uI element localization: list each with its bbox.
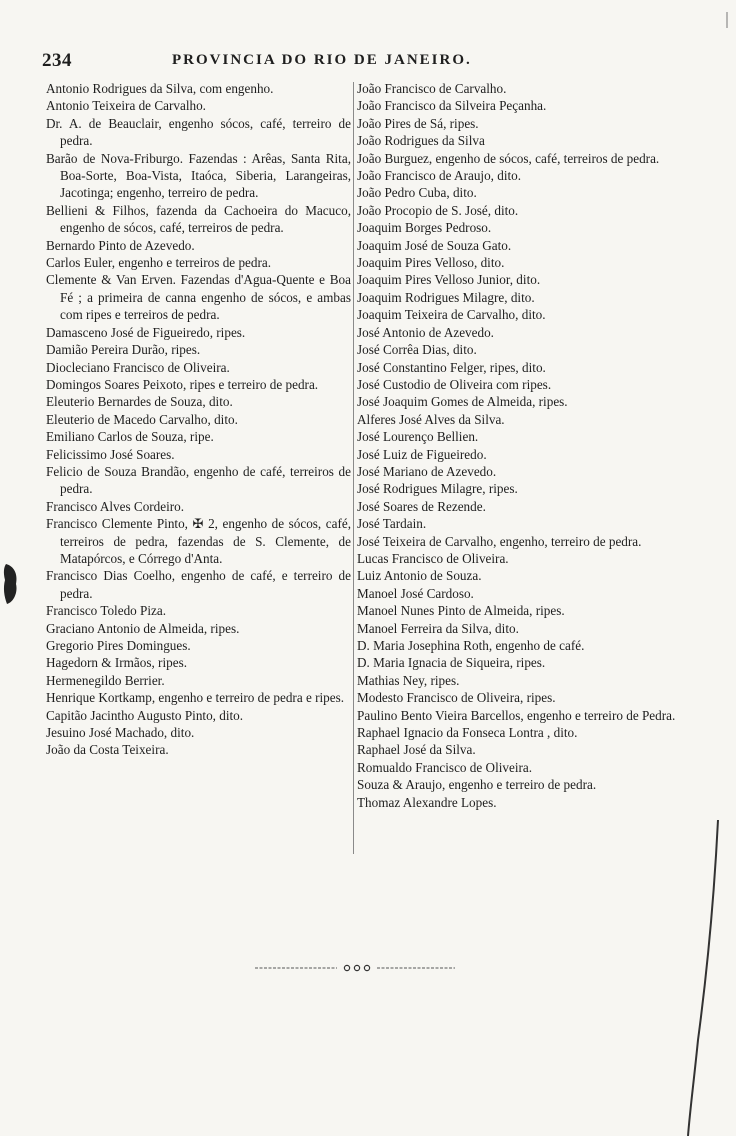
directory-entry: Souza & Araujo, engenho e terreiro de pedra.: [357, 777, 597, 793]
left-column: [46, 80, 351, 759]
directory-entry: João Pires de Sá, ripes.: [357, 115, 479, 131]
directory-entry: Manoel Ferreira da Silva, dito.: [357, 620, 519, 636]
directory-entry: Francisco Dias Coelho, engenho de café, e terreiro de pedra.: [46, 568, 351, 601]
directory-entry: João Pedro Cuba, dito.: [357, 185, 477, 201]
directory-entry: Joaquim Borges Pedroso.: [357, 220, 492, 236]
directory-entry: Joaquim Teixeira de Carvalho, dito.: [357, 307, 546, 323]
directory-entry: João da Costa Teixeira.: [46, 742, 169, 758]
ornament-rule: [255, 961, 455, 973]
directory-entry: José Soares de Rezende.: [357, 498, 486, 514]
directory-entry: D. Maria Josephina Roth, engenho de café.: [357, 638, 585, 653]
directory-entry: Romualdo Francisco de Oliveira.: [357, 759, 533, 775]
directory-entry: Barão de Nova-Friburgo. Fazendas : Arêas, Santa Rita, Boa-Sorte, Boa-Vista, Itaóca, Siberia, Larangeiras, Jacotinga; engenho, terreiro de pedra.: [46, 150, 351, 201]
directory-entry: Carlos Euler, engenho e terreiros de pedra.: [46, 255, 272, 271]
directory-entry: Henrique Kortkamp, engenho e terreiro de pedra e ripes.: [46, 690, 345, 706]
directory-entry: Joaquim Pires Velloso Junior, dito.: [357, 272, 541, 288]
column-divider: [353, 82, 354, 854]
directory-entry: Gregorio Pires Domingues.: [46, 638, 191, 653]
directory-entry: João Francisco da Silveira Peçanha.: [357, 98, 547, 114]
directory-entry: José Luiz de Figueiredo.: [357, 446, 487, 462]
directory-entry: José Teixeira de Carvalho, engenho, terreiro de pedra.: [357, 533, 642, 549]
directory-entry: Clemente & Van Erven. Fazendas d'Agua-Quente e Boa Fé ; a primeira de canna engenho de sócos, e ambas com ripes e terreiros de pedra.: [46, 272, 351, 323]
directory-entry: Dr. A. de Beauclair, engenho sócos, café, terreiro de pedra.: [46, 115, 351, 149]
directory-entry: Manoel Nunes Pinto de Almeida, ripes.: [357, 603, 565, 619]
directory-entry: Emiliano Carlos de Souza, ripe.: [46, 429, 214, 445]
directory-entry: Lucas Francisco de Oliveira.: [357, 550, 509, 566]
directory-entry: D. Maria Ignacia de Siqueira, ripes.: [357, 655, 546, 671]
directory-entry: José Mariano de Azevedo.: [357, 463, 497, 479]
directory-entry: Thomaz Alexandre Lopes.: [357, 794, 497, 810]
directory-entry: José Lourenço Bellien.: [357, 429, 479, 445]
directory-entry: Eleuterio Bernardes de Souza, dito.: [46, 394, 233, 410]
directory-entry: Mathias Ney, ripes.: [357, 672, 460, 688]
directory-entry: Hagedorn & Irmãos, ripes.: [46, 655, 187, 671]
directory-entry: Francisco Clemente Pinto, ✠ 2, engenho de sócos, café, terreiros de pedra, fazendas de S. Clemente, de Matapórcos, e Córrego d'Anta.: [46, 516, 351, 566]
running-title: PROVINCIA DO RIO DE JANEIRO.: [172, 52, 472, 68]
directory-entry: Capitão Jacintho Augusto Pinto, dito.: [46, 707, 244, 723]
directory-entry: Eleuterio de Macedo Carvalho, dito.: [46, 411, 238, 427]
page-number: 234: [42, 50, 72, 71]
page-header: [42, 50, 682, 72]
directory-entry: Francisco Toledo Piza.: [46, 603, 167, 619]
directory-entry: Joaquim José de Souza Gato.: [357, 237, 512, 253]
directory-entry: Bernardo Pinto de Azevedo.: [46, 237, 195, 253]
right-column: [357, 80, 692, 811]
directory-entry: Antonio Teixeira de Carvalho.: [46, 98, 206, 114]
directory-entry: Joaquim Rodrigues Milagre, dito.: [357, 289, 535, 305]
directory-entry: José Corrêa Dias, dito.: [357, 342, 477, 358]
directory-entry: Domingos Soares Peixoto, ripes e terreiro de pedra.: [46, 376, 319, 392]
directory-entry: Antonio Rodrigues da Silva, com engenho.: [46, 81, 274, 96]
directory-entry: José Tardain.: [357, 516, 427, 532]
directory-entry: João Francisco de Carvalho.: [357, 81, 507, 96]
directory-entry: José Joaquim Gomes de Almeida, ripes.: [357, 394, 568, 410]
directory-entry: Graciano Antonio de Almeida, ripes.: [46, 620, 240, 636]
directory-entry: João Rodrigues da Silva: [357, 133, 485, 149]
directory-entry: Bellieni & Filhos, fazenda da Cachoeira do Macuco, engenho de sócos, café, terreiros de pedra.: [46, 202, 351, 236]
directory-entry: José Antonio de Azevedo.: [357, 324, 494, 340]
directory-entry: Jesuino José Machado, dito.: [46, 725, 195, 741]
directory-entry: Joaquim Pires Velloso, dito.: [357, 255, 505, 271]
directory-entry: José Rodrigues Milagre, ripes.: [357, 481, 518, 497]
directory-entry: João Burguez, engenho de sócos, café, terreiros de pedra.: [357, 150, 660, 166]
directory-entry: João Francisco de Araujo, dito.: [357, 168, 522, 184]
directory-entry: Raphael Ignacio da Fonseca Lontra , dito.: [357, 725, 578, 741]
directory-entry: Alferes José Alves da Silva.: [357, 411, 505, 427]
directory-entry: Damião Pereira Durão, ripes.: [46, 342, 201, 358]
directory-entry: Raphael José da Silva.: [357, 742, 476, 758]
directory-entry: José Constantino Felger, ripes, dito.: [357, 359, 546, 375]
directory-entry: Hermenegildo Berrier.: [46, 672, 165, 688]
directory-entry: José Custodio de Oliveira com ripes.: [357, 376, 552, 392]
directory-entry: Diocleciano Francisco de Oliveira.: [46, 359, 230, 375]
directory-entry: Felicissimo José Soares.: [46, 446, 175, 462]
directory-entry: Modesto Francisco de Oliveira, ripes.: [357, 690, 556, 706]
directory-entry: Luiz Antonio de Souza.: [357, 568, 482, 584]
directory-entry: Manoel José Cardoso.: [357, 585, 474, 601]
directory-entry: Damasceno José de Figueiredo, ripes.: [46, 324, 246, 340]
directory-entry: Francisco Alves Cordeiro.: [46, 498, 185, 514]
directory-entry: João Procopio de S. José, dito.: [357, 202, 519, 218]
directory-entry: Felicio de Souza Brandão, engenho de café, terreiros de pedra.: [46, 463, 351, 497]
directory-entry: Paulino Bento Vieira Barcellos, engenho e terreiro de Pedra.: [357, 707, 676, 723]
